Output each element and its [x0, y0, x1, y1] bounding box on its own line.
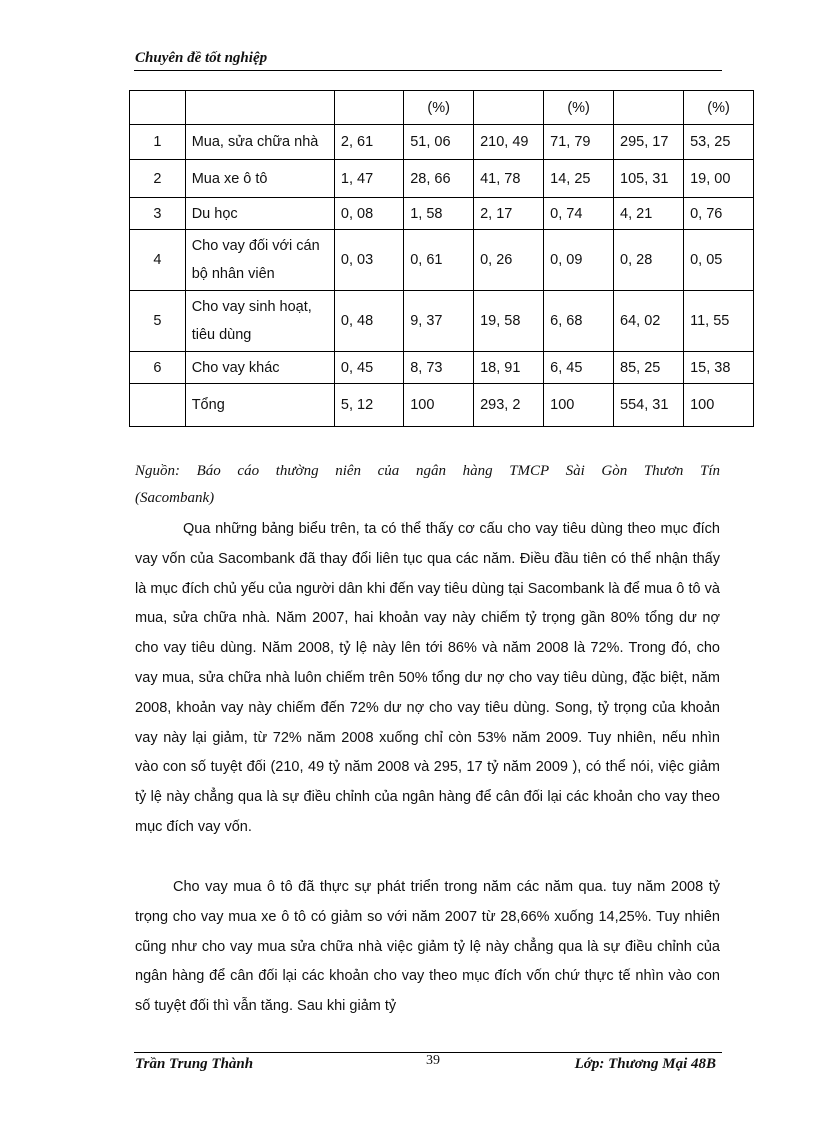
- table-row: [130, 125, 754, 160]
- table-cell: 0, 74: [544, 198, 614, 230]
- table-cell: 105, 31: [614, 160, 684, 198]
- table-cell: 2: [130, 160, 186, 198]
- table-cell: [474, 91, 544, 125]
- table-cell: 11, 55: [684, 291, 754, 352]
- table-cell: 4: [130, 230, 186, 291]
- table-cell: 6: [130, 352, 186, 384]
- table-cell: 19, 00: [684, 160, 754, 198]
- table-cell: Tổng: [185, 384, 334, 427]
- table-cell: 6, 45: [544, 352, 614, 384]
- table-row: [130, 160, 754, 198]
- table-header-row: [130, 91, 754, 125]
- table-cell: 15, 38: [684, 352, 754, 384]
- header-divider: [134, 70, 722, 71]
- table-cell: 2, 17: [474, 198, 544, 230]
- table-cell: 2, 61: [334, 125, 403, 160]
- table-cell: 51, 06: [404, 125, 474, 160]
- table-cell: 0, 08: [334, 198, 403, 230]
- table-cell: [614, 91, 684, 125]
- table-cell: 85, 25: [614, 352, 684, 384]
- table-cell: 0, 03: [334, 230, 403, 291]
- table-cell: 4, 21: [614, 198, 684, 230]
- table-cell: 100: [544, 384, 614, 427]
- table-row: [130, 352, 754, 384]
- table-cell: [334, 91, 403, 125]
- table-cell: 1, 58: [404, 198, 474, 230]
- table-cell: Mua xe ô tô: [185, 160, 334, 198]
- table-cell: 0, 28: [614, 230, 684, 291]
- footer-author: Trần Trung Thành: [135, 1056, 254, 1072]
- body-paragraph: Cho vay mua ô tô đã thực sự phát triển trong năm các năm qua. tuy năm 2008 tỷ trọng cho vay mua xe ô tô có giảm so với năm 2007 từ 28,66% xuống 14,25%. Tuy nhiên cũng như cho vay mua sửa chữa nhà việc giảm tỷ lệ này chẳng qua là sự điều chỉnh của ngân hàng để cân đối lại các khoản cho vay theo mục đích vốn chứ thực tế nhìn vào con số tuyệt đối thì vẫn tăng. Sau khi giảm tỷ: [135, 879, 720, 1015]
- table-cell: 71, 79: [544, 125, 614, 160]
- table-cell: [185, 91, 334, 125]
- table-cell: 9, 37: [404, 291, 474, 352]
- table-cell: 53, 25: [684, 125, 754, 160]
- source-citation: [135, 458, 720, 512]
- table-row: [130, 291, 754, 352]
- table-cell: 554, 31: [614, 384, 684, 427]
- table-cell: 41, 78: [474, 160, 544, 198]
- table-cell: 28, 66: [404, 160, 474, 198]
- table-cell: 0, 26: [474, 230, 544, 291]
- table-cell: Cho vay đối với cán bộ nhân viên: [185, 230, 334, 291]
- table-cell: (%): [404, 91, 474, 125]
- table-cell: 8, 73: [404, 352, 474, 384]
- table-cell: 64, 02: [614, 291, 684, 352]
- table-cell: 6, 68: [544, 291, 614, 352]
- table-total-row: [130, 384, 754, 427]
- table-cell: 100: [404, 384, 474, 427]
- page-header-title: Chuyên đề tốt nghiệp: [135, 50, 268, 66]
- table-cell: 5, 12: [334, 384, 403, 427]
- page-number: 39: [426, 1053, 440, 1068]
- table-cell: 19, 58: [474, 291, 544, 352]
- table-cell: 293, 2: [474, 384, 544, 427]
- source-line-1: Nguồn: Báo cáo thường niên của ngân hàng TMCP Sài Gòn Thươn Tín: [135, 463, 720, 479]
- loan-purpose-table: [129, 90, 754, 427]
- table-cell: 1, 47: [334, 160, 403, 198]
- table-cell: (%): [684, 91, 754, 125]
- table-cell: 5: [130, 291, 186, 352]
- table-cell: 100: [684, 384, 754, 427]
- table-cell: Cho vay khác: [185, 352, 334, 384]
- table-cell: 0, 48: [334, 291, 403, 352]
- table-cell: 0, 76: [684, 198, 754, 230]
- table-cell: [130, 91, 186, 125]
- table-cell: 0, 05: [684, 230, 754, 291]
- source-line-2: (Sacombank): [135, 490, 215, 506]
- table-cell: 1: [130, 125, 186, 160]
- body-paragraph: Qua những bảng biểu trên, ta có thể thấy cơ cấu cho vay tiêu dùng theo mục đích vay vốn của Sacombank đã thay đổi liên tục qua các năm. Điều đầu tiên có thể nhận thấy là mục đích chủ yếu của người dân khi đến vay tiêu dùng tại Sacombank là để mua ô tô và mua, sửa chữa nhà. Năm 2007, hai khoản vay này chiếm tỷ trọng gần 80% tổng dư nợ cho vay tiêu dùng. Năm 2008, tỷ lệ này lên tới 86% và năm 2008 là 72%. Trong đó, cho vay mua, sửa chữa nhà luôn chiếm trên 50% tổng dư nợ cho vay tiêu dùng, đặc biệt, năm 2008, khoản vay này chiếm đến 72% dư nợ cho vay tiêu dùng. Song, tỷ trọng của khoản vay này lại giảm, từ 72% năm 2008 xuống chỉ còn 53% năm 2009. Tuy nhiên, nếu nhìn vào con số tuyệt đối (210, 49 tỷ năm 2008 và 295, 17 tỷ năm 2009 ), có thể nói, việc giảm tỷ lệ này chẳng qua là sự điều chỉnh của ngân hàng để cân đối lại các khoản cho vay theo mục đích vay vốn.: [135, 521, 720, 835]
- table-cell: 0, 45: [334, 352, 403, 384]
- table-cell: 14, 25: [544, 160, 614, 198]
- table-cell: Cho vay sinh hoạt, tiêu dùng: [185, 291, 334, 352]
- table-cell: Du học: [185, 198, 334, 230]
- table-cell: (%): [544, 91, 614, 125]
- table-cell: 18, 91: [474, 352, 544, 384]
- table-cell: Mua, sửa chữa nhà: [185, 125, 334, 160]
- footer-class: Lớp: Thương Mại 48B: [574, 1056, 716, 1072]
- table-cell: 0, 61: [404, 230, 474, 291]
- table-cell: 210, 49: [474, 125, 544, 160]
- table-cell: [130, 384, 186, 427]
- table-row: [130, 198, 754, 230]
- table-cell: 0, 09: [544, 230, 614, 291]
- table-row: [130, 230, 754, 291]
- table-cell: 3: [130, 198, 186, 230]
- table-cell: 295, 17: [614, 125, 684, 160]
